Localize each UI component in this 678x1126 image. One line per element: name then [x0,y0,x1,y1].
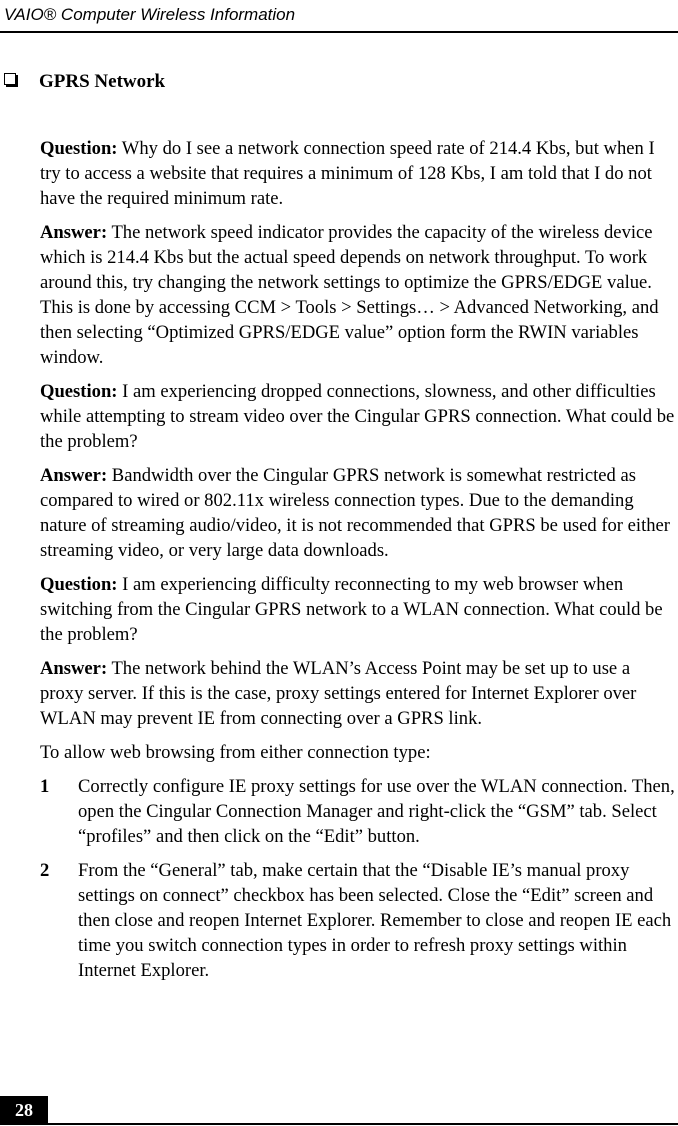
footer-rule [0,1123,678,1125]
qa-label: Answer: [40,222,108,243]
qa-label: Answer: [40,465,108,486]
qa-text: I am experiencing dropped connections, slowness, and other difficulties while attempting to stream video over the Cingular GPRS connection. What could be the problem? [40,381,675,452]
page-header [0,0,678,33]
qa-text: The network behind the WLAN’s Access Point may be set up to use a proxy server. If this is the case, proxy settings entered for Internet Explorer over WLAN may prevent IE from connecting over a GPRS link. [40,658,637,729]
step-item-2 [40,858,676,983]
steps-intro: To allow web browsing from either connection type: [40,742,431,763]
qa-label: Question: [40,381,118,402]
qa-label: Answer: [40,658,108,679]
qa-label: Question: [40,574,118,595]
step-text: From the “General” tab, make certain that the “Disable IE’s manual proxy settings on connect” checkbox has been selected. Close the “Edit” screen and then close and reopen Internet Explorer. Remember to close and reopen IE each time you switch connection types in order to refresh proxy settings within Internet Explorer. [78,860,672,981]
qa-question-3 [40,572,676,647]
qa-text: I am experiencing difficulty reconnecting to my web browser when switching from the Cingular GPRS network to a WLAN connection. What could be the problem? [40,574,663,645]
content-body [40,136,676,992]
qa-answer-3 [40,656,676,731]
qa-text: Why do I see a network connection speed rate of 214.4 Kbs, but when I try to access a website that requires a minimum of 128 Kbs, I am told that I do not have the required minimum rate. [40,138,655,209]
qa-text: Bandwidth over the Cingular GPRS network is somewhat restricted as compared to wired or 802.11x wireless connection types. Due to the demanding nature of streaming audio/video, it is not recommended that GPRS be used for either streaming video, or very large data downloads. [40,465,670,561]
step-item-1 [40,774,676,849]
qa-label: Question: [40,138,118,159]
checkbox-bullet-icon [4,73,16,85]
qa-answer-1 [40,220,676,370]
page-number: 28 [15,1100,33,1120]
page-number-box [0,1096,48,1125]
qa-text: The network speed indicator provides the capacity of the wireless device which is 214.4 Kbs but the actual speed depends on network throughput. To work around this, try changing the network settings to optimize the GPRS/EDGE value. This is done by accessing CCM > Tools > Settings… > Advanced Networking, and then selecting “Optimized GPRS/EDGE value” option form the RWIN variables window. [40,222,659,368]
header-title: VAIO® Computer Wireless Information [4,5,296,24]
step-number: 2 [40,860,50,881]
step-text: Correctly configure IE proxy settings for use over the WLAN connection. Then, open the Cingular Connection Manager and right-click the “GSM” tab. Select “profiles” and then click on the “Edit” button. [78,776,675,847]
qa-answer-2 [40,463,676,563]
section-heading [4,70,165,94]
section-title: GPRS Network [39,71,166,92]
qa-question-1 [40,136,676,211]
step-number: 1 [40,776,50,797]
qa-question-2 [40,379,676,454]
